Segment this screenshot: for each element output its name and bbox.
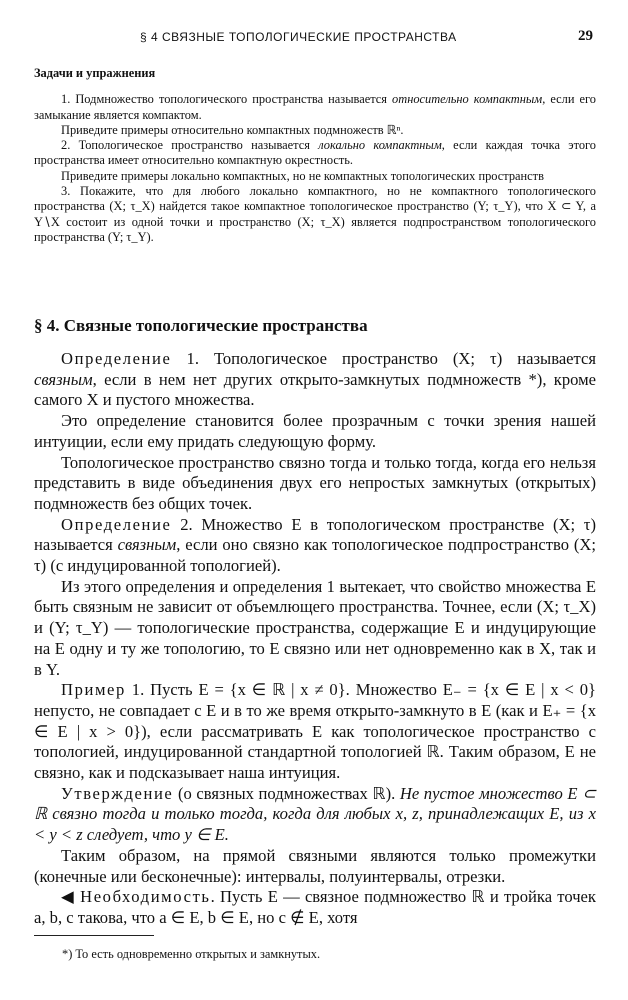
exercise-1-task: Приведите примеры относительно компактных подмножеств ℝⁿ. — [61, 122, 404, 137]
page-number: 29 — [578, 28, 593, 44]
definition-1-text: 1. Топологическое пространство (X; τ) называется — [171, 349, 596, 368]
claim-statement: Не пустое множество E ⊂ ℝ связно тогда и только тогда, когда для любых x, z, принадлежащих E, из x < y < z следует, что y ∈ E. — [34, 783, 597, 845]
exercise-2 — [34, 138, 596, 169]
claim-subtitle: (о связных подмножествах ℝ). — [173, 783, 400, 803]
section-title: § 4. Связные топологические пространства — [34, 316, 368, 335]
definition-2-label: Определение — [61, 514, 172, 534]
proof-necessity — [34, 887, 596, 928]
necessity-label: Необходимость — [80, 887, 211, 907]
paragraph-independence: Из этого определения и определения 1 вытекает, что свойство множества E быть связным не зависит от объемлющего пространства. Точнее, если (X; τ_X) и (Y; τ_Y) — топологические пространства, содержащие E и индуцирующие на E одну и ту же топологию, то E связно или нет одновременно как в X, так и в Y. — [34, 576, 596, 679]
example-1-text: 1. Пусть E = {x ∈ ℝ | x ≠ 0}. Множество E₋ = {x ∈ E | x < 0} непусто, не совпадает с E и в то же время открыто-замкнуто в E (как и E₊ = {x ∈ E | x > 0}), если рассматривать E как топологическое пространство с топологией, индуцированной стандартной топологией ℝ. Таким образом, E не связно, как и подсказывает наша интуиция. — [34, 680, 596, 783]
proof-start-icon: ◀ — [61, 887, 81, 907]
definition-1-text-end: , если в нем нет других открыто-замкнутых подмножеств *), кроме самого X и пустого множества. — [34, 369, 596, 410]
definition-2-text-end: , если оно связно как топологическое подпространство (X; τ) (с индуцированной топологией). — [34, 535, 596, 576]
exercise-2-text: 2. Топологическое пространство называется — [61, 138, 319, 153]
paragraph-reformulation: Топологическое пространство связно тогда и только тогда, когда его нельзя представить в виде объединения двух его непростых замкнутых (открытых) подмножеств без общих точек. — [34, 452, 596, 513]
example-1 — [34, 680, 596, 784]
exercise-1-text-end: , если его замыкание является компактом. — [34, 92, 596, 122]
exercise-2-text-end: , если каждая точка этого пространства имеет относительно компактную окрестность. — [34, 138, 596, 168]
exercise-1-text: 1. Подмножество топологического пространства называется — [61, 92, 393, 107]
necessity-text: . Пусть E — связное подмножество ℝ и тройка точек a, b, c такова, что a ∈ E, b ∈ E, но c ∉ E, хотя — [34, 887, 596, 927]
running-title: § 4 СВЯЗНЫЕ ТОПОЛОГИЧЕСКИЕ ПРОСТРАНСТВА — [140, 30, 457, 44]
footnote-divider — [34, 935, 154, 936]
claim-label: Утверждение — [61, 783, 174, 803]
definition-2-text: 2. Множество E в топологическом пространстве (X; τ) называется — [34, 514, 596, 555]
term-locally-compact: локально компактным — [318, 138, 442, 153]
claim — [34, 784, 596, 846]
footnote: *) То есть одновременно открытых и замкнутых. — [62, 947, 321, 961]
exercise-2-task: Приведите примеры локально компактных, но не компактных топологических пространств — [61, 168, 544, 183]
paragraph-intuition: Это определение становится более прозрачным с точки зрения нашей интуиции, если ему придать следующую форму. — [34, 411, 596, 451]
exercise-3: 3. Покажите, что для любого локально компактного, но не компактного топологического пространства (X; τ_X) найдется такое компактное топологическое пространство (Y; τ_Y), что X ⊂ Y, а Y∖X состоит из одной точки и пространство (X; τ_X) является подпространством топологического пространства (Y; τ_Y). — [34, 184, 596, 244]
example-1-label: Пример — [61, 680, 126, 700]
term-connected-set: связным — [117, 535, 177, 555]
definition-1-label: Определение — [61, 349, 172, 368]
term-relatively-compact: относительно компактным — [392, 92, 543, 107]
section-body — [34, 349, 596, 929]
definition-2 — [34, 515, 596, 577]
definition-1 — [34, 349, 596, 411]
exercises-heading: Задачи и упражнения — [34, 66, 156, 80]
paragraph-intervals: Таким образом, на прямой связными являются только промежутки (конечные или бесконечные): интервалы, полуинтервалы, отрезки. — [34, 845, 596, 886]
term-connected: связным — [34, 369, 93, 389]
page-header — [0, 30, 628, 50]
exercises-block — [34, 66, 596, 245]
exercise-1 — [34, 92, 596, 123]
